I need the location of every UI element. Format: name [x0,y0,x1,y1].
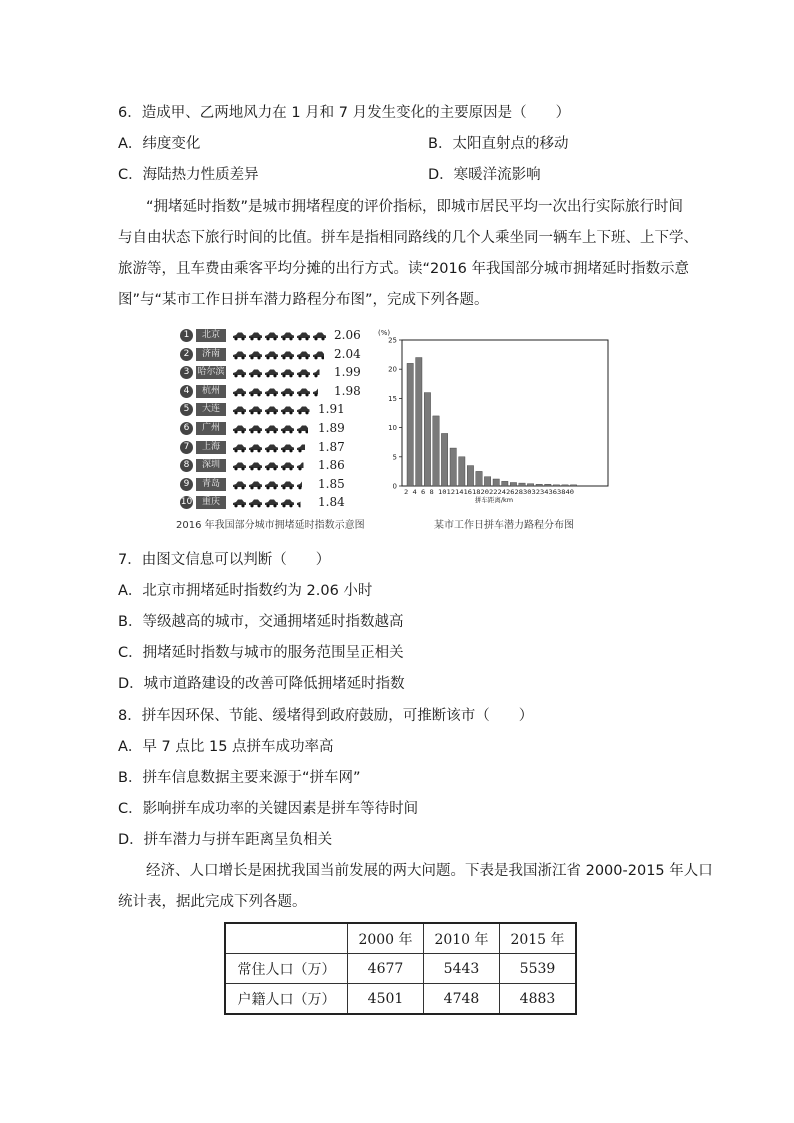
city-label: 重庆 [196,496,226,509]
car-icon [281,426,294,434]
y-tick-label: 0 [392,482,397,491]
car-icon [281,407,294,415]
index-value: 2.06 [334,328,361,342]
car-icon [233,481,246,489]
intro1-line1: “拥堵延时指数”是城市拥堵程度的评价指标，即城市居民平均一次出行实际旅行时间 [146,199,684,215]
rank-number: 9 [180,478,193,491]
car-icon [281,333,294,341]
car-icons [232,331,328,341]
car-icon [249,407,262,415]
q6-options-row1 [118,134,678,154]
q8-option-c: C．影响拼车成功率的关键因素是拼车等待时间 [118,801,419,817]
row-label: 户籍人口（万） [225,984,348,1015]
city-label: 哈尔滨 [197,367,225,378]
car-icon [233,333,246,341]
city-label: 济南 [196,348,226,361]
rank-number: 5 [180,403,193,416]
q8-option-b: B．拼车信息数据主要来源于“拼车网” [118,770,361,786]
car-icon [249,463,262,471]
car-icons [232,424,312,434]
car-icon [249,370,262,378]
car-icon [265,388,278,396]
car-icon [281,388,294,396]
index-value: 1.91 [318,402,345,417]
row-label: 常住人口（万） [225,954,348,984]
car-icon [233,426,246,434]
figure [172,328,624,534]
table-cell: 4883 [500,984,577,1015]
bar [493,479,499,486]
table-cell: 4677 [348,954,424,984]
index-value: 1.84 [318,495,345,510]
x-tick-labels: 2 4 6 8 10121416182022242628303234363840 [404,489,575,496]
y-tick-label: 15 [388,394,397,403]
q6-option-b: B．太阳直射点的移动 [428,136,569,152]
q6-options-row2 [118,165,678,185]
car-icon [281,351,294,359]
bar [450,448,456,486]
q6-option-a: A．纬度变化 [118,136,201,152]
city-label: 上海 [196,441,226,454]
table-cell: 4501 [348,984,424,1015]
index-value: 1.87 [318,439,345,454]
car-icon [265,463,278,471]
y-tick-label: 20 [388,365,397,374]
q7-stem: 7．由图文信息可以判断（ ） [118,552,331,568]
index-value: 1.86 [318,458,345,473]
bar [416,358,422,486]
y-tick-label: 5 [392,453,397,462]
carpool-distance-chart [372,328,622,514]
car-icons [232,461,312,471]
car-icon [297,407,310,415]
q6-stem: 6．造成甲、乙两地风力在 1 月和 7 月发生变化的主要原因是（ ） [118,105,571,121]
table-header-cell: 2015 年 [500,923,577,954]
car-icon [297,463,310,471]
car-icon [313,333,326,341]
q7-option-d: D．城市道路建设的改善可降低拥堵延时指数 [118,676,405,692]
bar [407,363,413,486]
car-icon [281,500,294,508]
y-axis-label: (%) [378,329,391,337]
bar [510,482,516,486]
car-icon [249,351,262,359]
city-label: 广州 [196,422,226,435]
bar [433,416,439,486]
q8-option-a: A．早 7 点比 15 点拼车成功率高 [118,739,334,755]
car-icons [232,480,312,490]
rank-number: 8 [180,459,193,472]
car-icon [265,351,278,359]
q7-option-c: C．拥堵延时指数与城市的服务范围呈正相关 [118,645,404,661]
population-table [224,922,577,1015]
table-header-cell: 2010 年 [424,923,500,954]
car-icon [265,444,278,452]
table-header-cell [225,923,348,954]
table-row [225,954,576,984]
car-icon [297,351,310,359]
bar [553,485,559,486]
rank-number: 1 [180,329,193,342]
car-icon [297,388,310,396]
intro1-line3: 旅游等，且车费由乘客平均分摊的出行方式。读“2016 年我国部分城市拥堵延时指数示意 [118,261,690,277]
rank-number: 4 [180,385,193,398]
index-value: 2.04 [334,346,361,361]
car-icon [249,444,262,452]
car-icon [281,463,294,471]
car-icon [249,388,262,396]
car-icons [232,368,328,378]
car-icon [249,426,262,434]
y-tick-label: 25 [388,336,397,345]
q8-stem: 8．拼车因环保、节能、缓堵得到政府鼓励，可推断该市（ ） [118,708,534,724]
table-row [225,984,576,1015]
car-icon [265,426,278,434]
rank-number: 6 [180,422,193,435]
car-icon [297,333,310,341]
y-tick-label: 10 [388,424,397,433]
bar [527,484,533,486]
bar [467,466,473,486]
bar [502,481,508,486]
car-icon [265,481,278,489]
car-icon [313,388,326,396]
car-icon [281,444,294,452]
car-icon [249,333,262,341]
intro1-line4: 图”与“某市工作日拼车潜力路程分布图”，完成下列各题。 [118,292,489,308]
bar [484,477,490,486]
car-icon [297,444,310,452]
car-icon [297,500,310,508]
car-icon [233,388,246,396]
car-icon [265,333,278,341]
car-icons [232,443,312,453]
bar [459,457,465,486]
table-cell: 5443 [424,954,500,984]
bar [545,484,551,486]
rank-number: 3 [180,366,193,379]
bar [536,484,542,486]
car-icon [265,370,278,378]
table-cell: 4748 [424,984,500,1015]
ranking-caption: 2016 年我国部分城市拥堵延时指数示意图 [176,520,365,531]
intro2-line1: 经济、人口增长是困扰我国当前发展的两大问题。下表是我国浙江省 2000-2015 年人口 [146,863,713,879]
car-icon [233,463,246,471]
car-icon [233,407,246,415]
bar [562,485,568,486]
chart-caption: 某市工作日拼车潜力路程分布图 [434,520,574,531]
table-cell: 5539 [500,954,577,984]
car-icon [313,370,326,378]
rank-number: 2 [180,348,193,361]
bar [476,471,482,486]
car-icons [232,350,328,360]
index-value: 1.99 [334,365,361,380]
rank-number: 10 [180,497,193,508]
car-icon [297,370,310,378]
q8-option-d: D．拼车潜力与拼车距离呈负相关 [118,832,333,848]
car-icon [265,500,278,508]
city-label: 北京 [196,329,226,342]
q7-option-a: A．北京市拥堵延时指数约为 2.06 小时 [118,583,373,599]
city-label: 深圳 [196,459,226,472]
car-icon [233,351,246,359]
q7-option-b: B．等级越高的城市，交通拥堵延时指数越高 [118,614,404,630]
bar [519,483,525,486]
car-icon [233,444,246,452]
city-label: 大连 [196,403,226,416]
car-icon [233,500,246,508]
index-value: 1.89 [318,421,345,435]
car-icon [249,481,262,489]
table-header-row [225,923,576,954]
intro1-line2: 与自由状态下旅行时间的比值。拼车是指相同路线的几个人乘坐同一辆车上下班、上下学、 [118,230,698,246]
bar [570,485,576,486]
table-header-cell: 2000 年 [348,923,424,954]
index-value: 1.85 [318,476,345,491]
car-icon [233,370,246,378]
bar [424,393,430,486]
city-label: 青岛 [196,478,226,491]
car-icons [232,405,312,415]
car-icon [249,500,262,508]
car-icon [281,481,294,489]
bar [441,433,447,486]
intro2-line2: 统计表，据此完成下列各题。 [118,894,307,910]
x-axis-label: 拼车距离/km [474,496,514,504]
q6-option-c: C．海陆热力性质差异 [118,167,259,183]
car-icon [265,407,278,415]
car-icon [297,481,310,489]
rank-number: 7 [180,441,193,454]
car-icon [313,351,326,359]
car-icon [281,370,294,378]
q6-option-d: D．寒暖洋流影响 [428,167,541,183]
city-label: 杭州 [196,385,226,398]
car-icons [232,498,312,508]
car-icons [232,387,328,397]
car-icon [297,426,310,434]
index-value: 1.98 [334,383,361,398]
